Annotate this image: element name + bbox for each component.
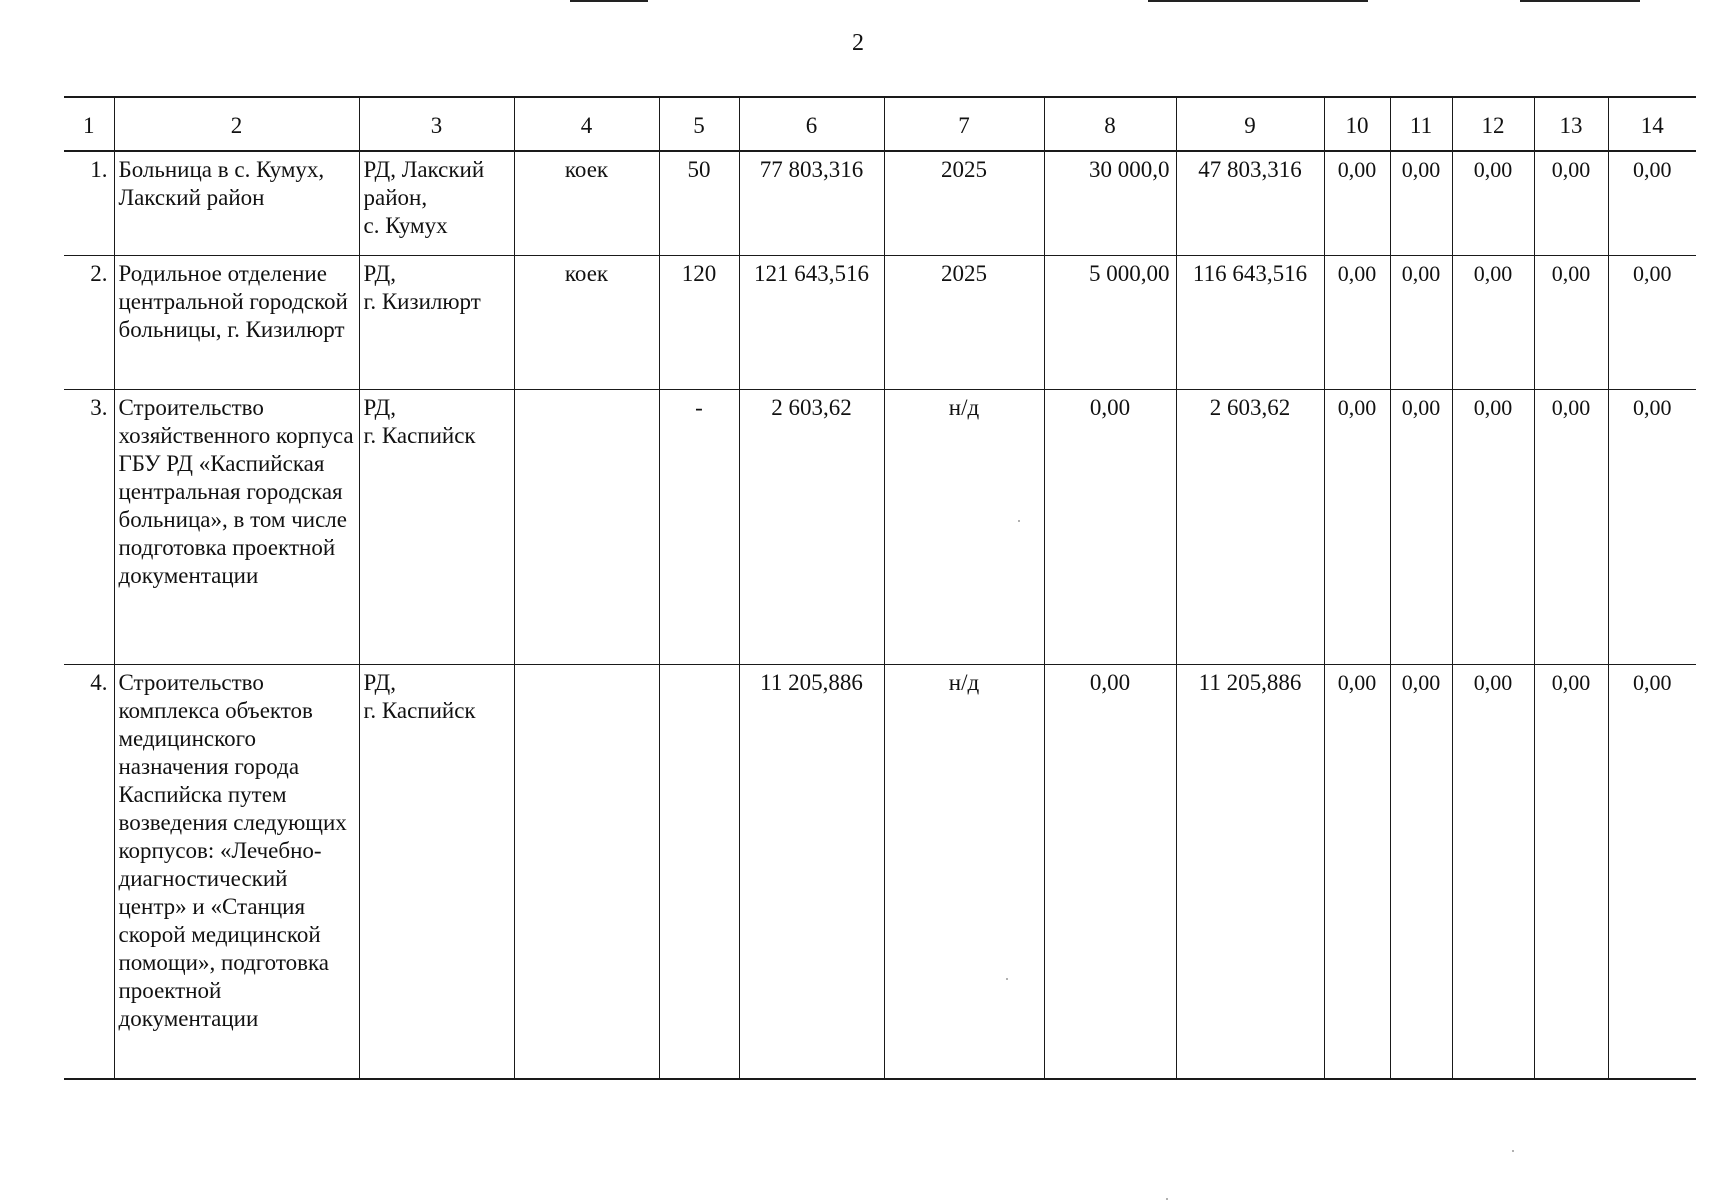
column-header: 6 [739, 97, 884, 151]
table-row [64, 151, 1696, 255]
amount-cell: 0,00 [1452, 389, 1534, 664]
row-number-cell: 2. [64, 255, 114, 389]
column-header: 7 [884, 97, 1044, 151]
amount-cell: 0,00 [1452, 151, 1534, 255]
amount-cell: 5 000,00 [1044, 255, 1176, 389]
amount-cell: 0,00 [1452, 664, 1534, 1079]
page-number: 2 [852, 30, 864, 56]
column-header: 8 [1044, 97, 1176, 151]
amount-cell: 0,00 [1044, 664, 1176, 1079]
amount-cell: 0,00 [1324, 255, 1390, 389]
amount-cell: 0,00 [1608, 664, 1696, 1079]
amount-cell: 0,00 [1452, 255, 1534, 389]
amount-cell: 0,00 [1390, 151, 1452, 255]
total-cost-cell: 11 205,886 [739, 664, 884, 1079]
total-cost-cell: 121 643,516 [739, 255, 884, 389]
column-header: 11 [1390, 97, 1452, 151]
object-name-cell: Больница в с. Кумух, Лакский район [114, 151, 359, 255]
amount-cell: 0,00 [1608, 151, 1696, 255]
row-number-cell: 3. [64, 389, 114, 664]
row-number-cell: 4. [64, 664, 114, 1079]
amount-cell: 0,00 [1044, 389, 1176, 664]
scan-speck [1512, 1150, 1514, 1152]
amount-cell: 116 643,516 [1176, 255, 1324, 389]
amount-cell: 0,00 [1608, 255, 1696, 389]
unit-cell [514, 389, 659, 664]
data-table [64, 96, 1696, 1080]
amount-cell: 0,00 [1534, 151, 1608, 255]
column-header: 14 [1608, 97, 1696, 151]
column-header: 3 [359, 97, 514, 151]
column-header: 9 [1176, 97, 1324, 151]
object-name-cell: Родильное отделение центральной городской больницы, г. Кизилюрт [114, 255, 359, 389]
amount-cell: 0,00 [1534, 255, 1608, 389]
year-cell: 2025 [884, 255, 1044, 389]
year-cell: 2025 [884, 151, 1044, 255]
location-cell: РД, г. Кизилюрт [359, 255, 514, 389]
object-name-cell: Строительство хозяйственного корпуса ГБУ РД «Каспийская центральная городская больница», в том числе подготовка проектной документации [114, 389, 359, 664]
capacity-cell [659, 664, 739, 1079]
table-row [64, 664, 1696, 1079]
amount-cell: 47 803,316 [1176, 151, 1324, 255]
capacity-cell: - [659, 389, 739, 664]
amount-cell: 0,00 [1324, 151, 1390, 255]
column-header: 2 [114, 97, 359, 151]
column-header: 1 [64, 97, 114, 151]
amount-cell: 30 000,0 [1044, 151, 1176, 255]
column-header: 4 [514, 97, 659, 151]
row-number-cell: 1. [64, 151, 114, 255]
table-row [64, 255, 1696, 389]
amount-cell: 2 603,62 [1176, 389, 1324, 664]
amount-cell: 0,00 [1608, 389, 1696, 664]
column-header: 13 [1534, 97, 1608, 151]
capacity-cell: 50 [659, 151, 739, 255]
unit-cell: коек [514, 255, 659, 389]
column-header: 10 [1324, 97, 1390, 151]
table-header-row [64, 97, 1696, 151]
total-cost-cell: 2 603,62 [739, 389, 884, 664]
amount-cell: 11 205,886 [1176, 664, 1324, 1079]
object-name-cell: Строительство комплекса объектов медицинского назначения города Каспийска путем возведения следующих корпусов: «Лечебно-диагностический центр» и «Станция скорой медицинской помощи», подготовка проектной документации [114, 664, 359, 1079]
amount-cell: 0,00 [1324, 664, 1390, 1079]
location-cell: РД, Лакский район, с. Кумух [359, 151, 514, 255]
scan-edge-mark [1148, 0, 1368, 2]
amount-cell: 0,00 [1534, 664, 1608, 1079]
table-row [64, 389, 1696, 664]
amount-cell: 0,00 [1390, 389, 1452, 664]
column-header: 12 [1452, 97, 1534, 151]
column-header: 5 [659, 97, 739, 151]
year-cell: н/д [884, 389, 1044, 664]
amount-cell: 0,00 [1324, 389, 1390, 664]
unit-cell: коек [514, 151, 659, 255]
total-cost-cell: 77 803,316 [739, 151, 884, 255]
amount-cell: 0,00 [1534, 389, 1608, 664]
amount-cell: 0,00 [1390, 255, 1452, 389]
location-cell: РД, г. Каспийск [359, 389, 514, 664]
capacity-cell: 120 [659, 255, 739, 389]
scan-edge-mark [1520, 0, 1640, 2]
location-cell: РД, г. Каспийск [359, 664, 514, 1079]
amount-cell: 0,00 [1390, 664, 1452, 1079]
year-cell: н/д [884, 664, 1044, 1079]
scan-edge-mark [570, 0, 648, 2]
unit-cell [514, 664, 659, 1079]
